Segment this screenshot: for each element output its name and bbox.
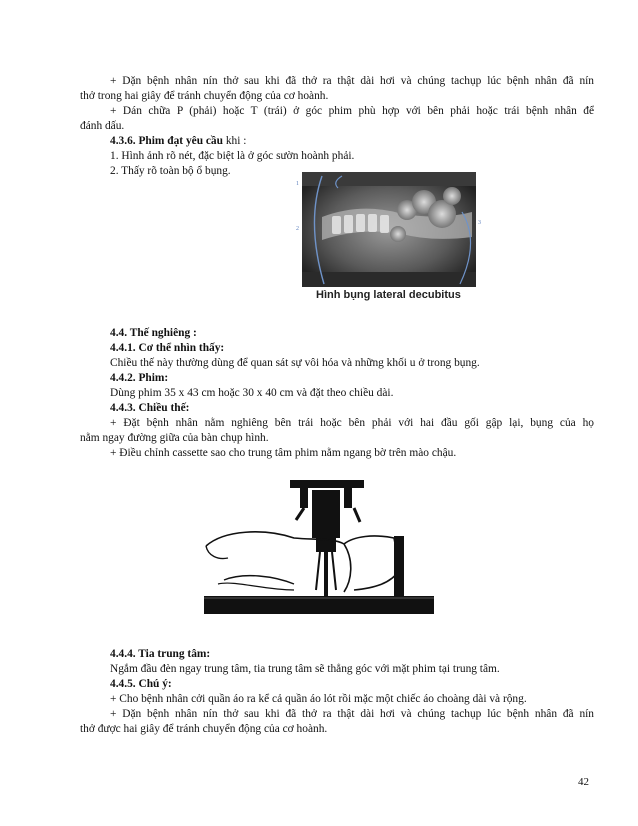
section-heading-4-4-2: 4.4.2. Phim: (110, 372, 169, 384)
paragraph-line: Ngắm đầu đèn ngay trung tâm, tia trung tâm sẽ thẳng góc với mặt phim tại trung tâm. (110, 663, 500, 675)
heading-rest: khi : (222, 135, 247, 147)
section-heading-4-3-6 (110, 134, 246, 148)
paragraph-line: thở được hai giây để tránh chuyển động của cơ hoành. (80, 723, 328, 735)
heading-bold: 4.3.6. Phim đạt yêu cầu (110, 135, 223, 147)
list-item: 1. Hình ảnh rõ nét, đặc biệt là ở góc sườn hoành phải. (110, 150, 355, 162)
paragraph-line: + Dán chữa P (phải) hoặc T (trái) ở góc phim phù hợp với bên phải hoặc trái bệnh nhân để (110, 105, 594, 117)
paragraph-line: + Dặn bệnh nhân nín thở sau khi đã thở ra thật dài hơi và chúng tachụp lúc bệnh nhân đã nín (110, 75, 594, 87)
paragraph-line: Dùng phim 35 x 43 cm hoặc 30 x 40 cm và đặt theo chiều dài. (110, 387, 394, 399)
figure-marker-1: 1 (296, 181, 299, 187)
paragraph-line: + Điều chỉnh cassette sao cho trung tâm phim nằm ngang bờ trên mào chậu. (110, 447, 457, 459)
position-drawing (204, 480, 434, 625)
page-number: 42 (578, 776, 589, 788)
section-heading-4-4-4: 4.4.4. Tia trung tâm: (110, 648, 211, 660)
section-heading-4-4-1: 4.4.1. Cơ thể nhìn thấy: (110, 342, 225, 354)
xray-image (302, 172, 476, 287)
figure-caption: Hình bụng lateral decubitus (316, 289, 461, 301)
xray-drawing (302, 172, 476, 287)
patient-position-illustration (204, 480, 434, 625)
paragraph-line: đánh dấu. (80, 120, 125, 132)
paragraph-line: thở trong hai giây để tránh chuyển động của cơ hoành. (80, 90, 329, 102)
section-heading-4-4-5: 4.4.5. Chú ý: (110, 678, 172, 690)
section-heading-4-4: 4.4. Thế nghiêng : (110, 327, 197, 339)
paragraph-line: Chiều thế này thường dùng để quan sát sự vôi hóa và những khối u ở trong bụng. (110, 357, 480, 369)
section-heading-4-4-3: 4.4.3. Chiều thế: (110, 402, 190, 414)
paragraph-line: + Cho bệnh nhân cởi quần áo ra kể cả quần áo lót rồi mặc một chiếc áo choàng dài và rộng. (110, 693, 527, 705)
figure-marker-3: 3 (478, 220, 481, 226)
figure-marker-2: 2 (296, 226, 299, 232)
list-item: 2. Thấy rõ toàn bộ ổ bụng. (110, 165, 231, 177)
paragraph-line: + Đặt bệnh nhân nằm nghiêng bên trái hoặc bên phải với hai đầu gối gập lại, bụng của họ (110, 417, 594, 429)
paragraph-line: nằm ngay đường giữa của bàn chụp hình. (80, 432, 269, 444)
paragraph-line: + Dặn bệnh nhân nín thở sau khi đã thở ra thật dài hơi và chúng tachụp lúc bệnh nhân đã nín (110, 708, 594, 720)
